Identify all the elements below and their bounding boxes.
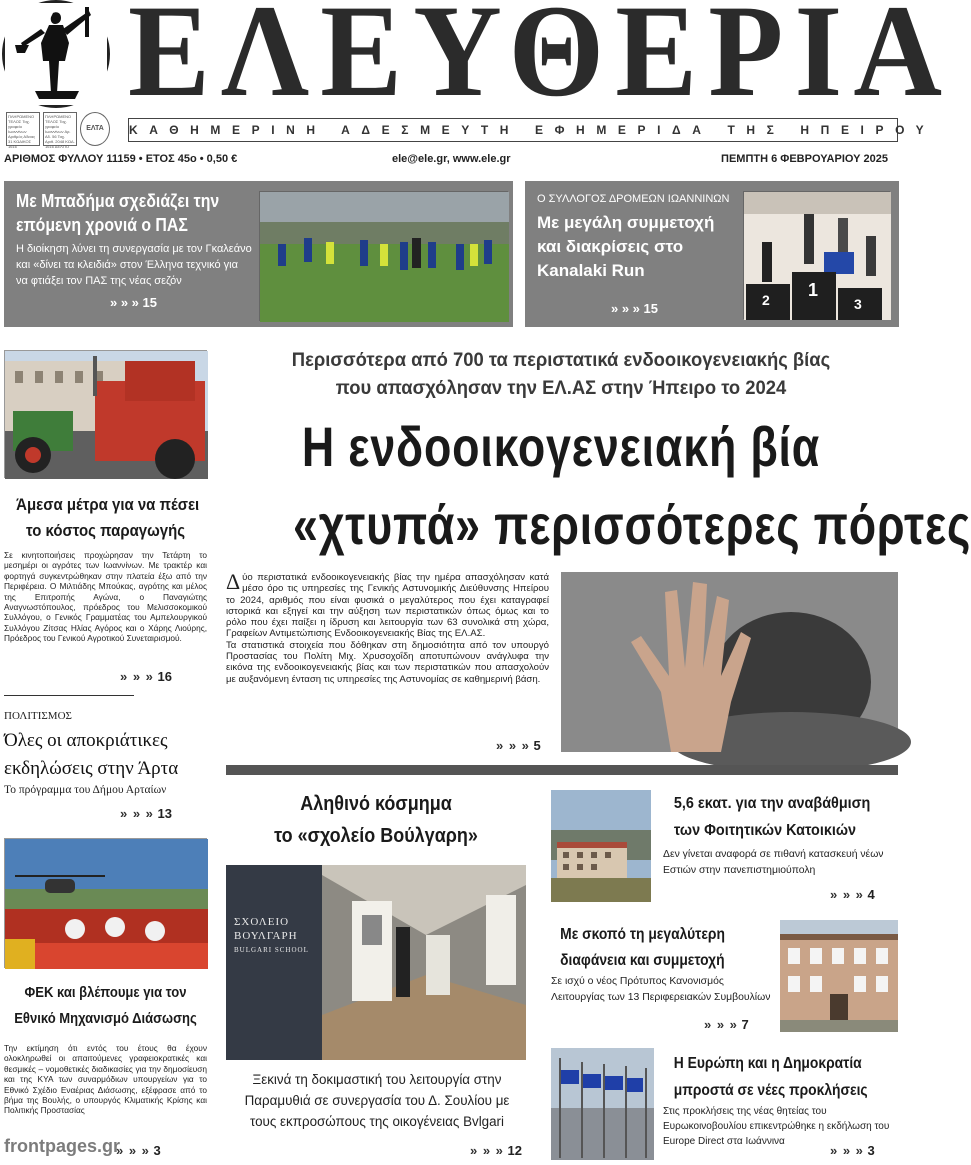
section-divider: [226, 765, 898, 775]
tractors-photo: [4, 350, 207, 478]
europe-headline-line1: Η Ευρώπη και η Δημοκρατία: [673, 1055, 862, 1072]
teaser-pas-title: Με Μπαδήμα σχεδιάζει την επόμενη χρονιά ο ΠΑΣ: [16, 191, 220, 235]
lead-pageref: [496, 738, 541, 753]
dorms-photo: [551, 790, 651, 902]
region-headline-line2: διαφάνεια και συμμετοχή: [560, 952, 725, 969]
lead-headline-line1: Η ενδοοικογενειακή βία: [301, 415, 821, 478]
region-body: Σε ισχύ ο νέος Πρότυπος Κανονισμός Λειτουργίας των 13 Περιφερειακών Συμβουλίων: [551, 976, 771, 1003]
podium-photo: [743, 191, 890, 319]
school-headline-line1: Αληθινό κόσμημα: [300, 793, 452, 815]
farmers-body: Σε κινητοποιήσεις προχώρησαν την Τετάρτη το μεσημέρι οι αγρότες των Ιωαννίνων. Με τρακτέρ και φορτηγά συγκεντρώθηκαν στην πλατεία έξω από την Περιφέρεια. Ο Μιλτιάδης Μπούκας, αγρότης και μέλος της Επιτροπής Αγώνα, ο Παναγιώτης Αναγνωστόπουλος, πρόεδρος του Μελισσοκομικού Συλλόγου, ο Γενικός Γραμματέας του Αμπελουργικού Συλλόγου Ζίτσας Ηλίας Αγόρος και ο Χάρης Λιούρης, Πρόεδρος του Γενικού Αγροτικού Συνεταιρισμού.: [4, 550, 207, 644]
divider: [4, 695, 134, 696]
culture-sub: Το πρόγραμμα του Δήμου Αρταίων: [4, 784, 167, 796]
fek-headline-line1: ΦΕΚ και βλέπουμε για τον: [24, 985, 187, 1001]
lead-headline[interactable]: [226, 408, 971, 564]
newspaper-logo: [2, 0, 110, 108]
lead-kicker-line1: Περισσότερα από 700 τα περιστατικά ενδοοικογενειακής βίας: [291, 350, 831, 371]
fek-headline-line2: Εθνικό Μηχανισμό Διάσωσης: [14, 1011, 197, 1027]
page-number: 13: [157, 806, 173, 821]
page-number: 12: [507, 1143, 523, 1158]
arrows-glyph: » » »: [830, 887, 864, 902]
frontpages-watermark: frontpages.gr: [4, 1136, 121, 1156]
culture-section-label: ΠΟΛΙΤΙΣΜΟΣ: [4, 710, 72, 722]
region-headline[interactable]: [551, 922, 734, 974]
region-headline-line1: Με σκοπό τη μεγαλύτερη: [560, 926, 725, 943]
raised-hand-photo: [561, 572, 898, 752]
region-building-photo: [780, 920, 898, 1032]
arrows-glyph: » » »: [704, 1017, 738, 1032]
school-headline[interactable]: [226, 788, 526, 852]
farmers-headline-line2: το κόστος παραγωγής: [25, 521, 185, 540]
page-number: 3: [867, 1143, 875, 1158]
school-sign-line3: BULGARI SCHOOL: [234, 946, 309, 954]
page-number: 15: [643, 301, 659, 316]
fek-headline[interactable]: [4, 980, 207, 1032]
arrows-glyph: » » »: [116, 1143, 150, 1158]
dorms-pageref: [830, 887, 875, 902]
lead-body: [226, 569, 549, 685]
school-pageref: [470, 1143, 522, 1158]
school-sign-line2: ΒΟΥΛΓΑΡΗ: [234, 930, 298, 942]
school-interior-photo: [226, 865, 526, 1060]
contact-info: ele@ele.gr, www.ele.gr: [392, 153, 511, 165]
issue-date: ΠΕΜΠΤΗ 6 ΦΕΒΡΟΥΑΡΙΟΥ 2025: [721, 153, 888, 165]
lead-kicker-line2: που απασχόλησαν την ΕΛ.ΑΣ στην Ήπειρο το 2024: [335, 378, 787, 399]
page-number: 7: [741, 1017, 749, 1032]
school-headline-line2: το «σχολείο Βούλγαρη»: [274, 825, 478, 847]
postage-stamps: [6, 112, 122, 148]
arrows-glyph: » » »: [611, 301, 640, 316]
school-sign-line1: ΣΧΟΛΕΙΟ: [234, 916, 290, 928]
dorms-headline-line1: 5,6 εκατ. για την αναβάθμιση: [673, 795, 871, 812]
arrows-glyph: » » »: [830, 1143, 864, 1158]
school-sign: [234, 915, 309, 957]
farmers-pageref: [120, 669, 172, 684]
teaser-kanalaki-kicker: Ο ΣΥΛΛΟΓΟΣ ΔΡΟΜΕΩΝ ΙΩΑΝΝΙΝΩΝ: [537, 193, 730, 205]
europe-headline[interactable]: [663, 1050, 878, 1104]
culture-headline[interactable]: [4, 727, 178, 783]
liberty-figure-icon: [5, 3, 107, 105]
fek-body: Την εκτίμηση ότι εντός του έτους θα έχουν ολοκληρωθεί οι απαιτούμενες γραφειοκρατικές και θεσμικές – νομοθετικές διαδικασίες για την δημοσίευση και της ΚΥΑ των συναρμόδιων υπουργείων για το Εθνικό Σχέδιο Εναέριας Διάσωσης, εξέφρασε από το βήμα της Βουλής, ο υπουργός Κλιματικής Κρίσης και Πολιτικής Προστασίας: [4, 1043, 207, 1116]
culture-headline-line1: Όλες οι αποκριάτικες: [4, 730, 168, 751]
elta-stamp: ΕΛΤΑ: [80, 112, 110, 146]
page-number: 15: [142, 295, 158, 310]
postage-stamp-mid: ΠΛΗΡΩΜΕΝΟ ΤΕΛΟΣ Ταχ. γραφείο Ιωαννίνων Αρ. Αδ. 56 Ταχ. Αριθ. 2048 ΚΩΔ. 1616 ΔΕΛΤΙΟ: [43, 112, 77, 146]
teaser-kanalaki-pageref: [611, 301, 658, 316]
farmers-headline[interactable]: [4, 492, 207, 544]
podium-place-3: 3: [854, 296, 862, 312]
page-number: 5: [533, 738, 541, 753]
masthead-title: ΕΛΕΥΘΕΡΙΑ: [128, 0, 954, 124]
fek-pageref: [116, 1143, 161, 1158]
lead-body-text: ύο περιστατικά ενδοοικογενειακής βίας την ημέρα απασχόλησαν κατά μέσο όρο τις υπηρεσίες της Γενικής Αστυνομικής Διεύθυνσης Ηπείρου το 2024, αριθμός που είναι φυσικά ο μεγαλύτερος που έχει καταγραφεί ιστορικά και εξηγεί και την αύξηση των περιστατικών όπως όμως και το ρόλο που έχει παίξει η ίδρυση και λειτουργία των 63 συνολικά στη χώρα, Γραφείων Αντιμετώπισης Ενδοοικογενειακής Βίας της ΕΛ.ΑΣ. Τα στατιστικά στοιχεία που δόθηκαν στη δημοσιότητα από τον υπουργό Προστασίας του Πολίτη Μιχ. Χρυσοχοΐδη αποτυπώνουν ανάγλυφα την εικόνα της ενδοοικογενειακής βίας και των περιστατικών που απασχολούν με αυξανόμενη ένταση τις υπηρεσίες της Αστυνομίας σε καθημερινή βάση.: [226, 572, 549, 685]
teaser-pas-pageref: [110, 295, 157, 310]
europe-body: Στις προκλήσεις της νέας θητείας του Ευρωκοινοβουλίου επικεντρώθηκε η εκδήλωση του Europe Direct στα Ιωάννινα: [663, 1106, 890, 1147]
arrows-glyph: » » »: [120, 806, 154, 821]
teaser-kanalaki-run[interactable]: [525, 181, 899, 327]
lead-kicker: [226, 347, 896, 403]
dorms-body: Δεν γίνεται αναφορά σε πιθανή κατασκευή νέων Εστιών στην πανεπιστημιούπολη: [663, 849, 884, 876]
lead-dropcap: Δ: [226, 569, 241, 594]
eu-flags-photo: [551, 1048, 654, 1160]
lead-headline-line2: «χτυπά» περισσότερες πόρτες: [293, 493, 971, 556]
culture-pageref: [120, 806, 172, 821]
arrows-glyph: » » »: [496, 738, 530, 753]
arrows-glyph: » » »: [470, 1143, 504, 1158]
page-number: 3: [153, 1143, 161, 1158]
podium-place-1: 1: [808, 280, 819, 300]
arrows-glyph: » » »: [120, 669, 154, 684]
football-training-photo: [259, 191, 508, 321]
farmers-headline-line1: Άμεσα μέτρα για να πέσει: [16, 495, 200, 514]
postage-stamp-left: ΠΛΗΡΩΜΕΝΟ ΤΕΛΟΣ Ταχ. γραφείο Ιωαννίνων Αριθμός Αδειας 31 ΚΩΔΙΚΟΣ 1616: [6, 112, 40, 146]
school-caption: Ξεκινά τη δοκιμαστική του λειτουργία στην Παραμυθιά σε συνεργασία του Δ. Σουλίου με τους εκπροσώπους της οικογένειας Bvlgari: [244, 1072, 510, 1129]
teaser-pas[interactable]: [4, 181, 513, 327]
podium-place-2: 2: [762, 292, 770, 308]
teaser-pas-body: Η διοίκηση λύνει τη συνεργασία με τον Γκαλεάνο και «δίνει τα κλειδιά» στον Έλληνα τεχνικό για να φτιάξει τον ΠΑΣ της νέας σεζόν: [16, 243, 252, 287]
region-pageref: [704, 1017, 749, 1032]
culture-headline-line2: εκδηλώσεις στην Άρτα: [4, 758, 179, 779]
europe-pageref: [830, 1143, 875, 1158]
masthead-subtitle: ΚΑΘΗΜΕΡΙΝΗ ΑΔΕΣΜΕΥΤΗ ΕΦΗΜΕΡΙΔΑ ΤΗΣ ΗΠΕΙΡΟΥ: [128, 118, 898, 142]
page-number: 16: [157, 669, 173, 684]
helicopter-photo: [4, 838, 207, 968]
europe-headline-line2: μπροστά σε νέες προκλήσεις: [673, 1082, 868, 1099]
arrows-glyph: » » »: [110, 295, 139, 310]
teaser-kanalaki-title: Με μεγάλη συμμετοχή και διακρίσεις στο Kanalaki Run: [537, 213, 715, 280]
issue-info: ΑΡΙΘΜΟΣ ΦΥΛΛΟΥ 11159 • ΕΤΟΣ 45ο • 0,50 €: [4, 153, 238, 165]
dorms-headline[interactable]: [663, 790, 881, 844]
dorms-headline-line2: των Φοιτητικών Κατοικιών: [673, 822, 857, 839]
page-number: 4: [867, 887, 875, 902]
